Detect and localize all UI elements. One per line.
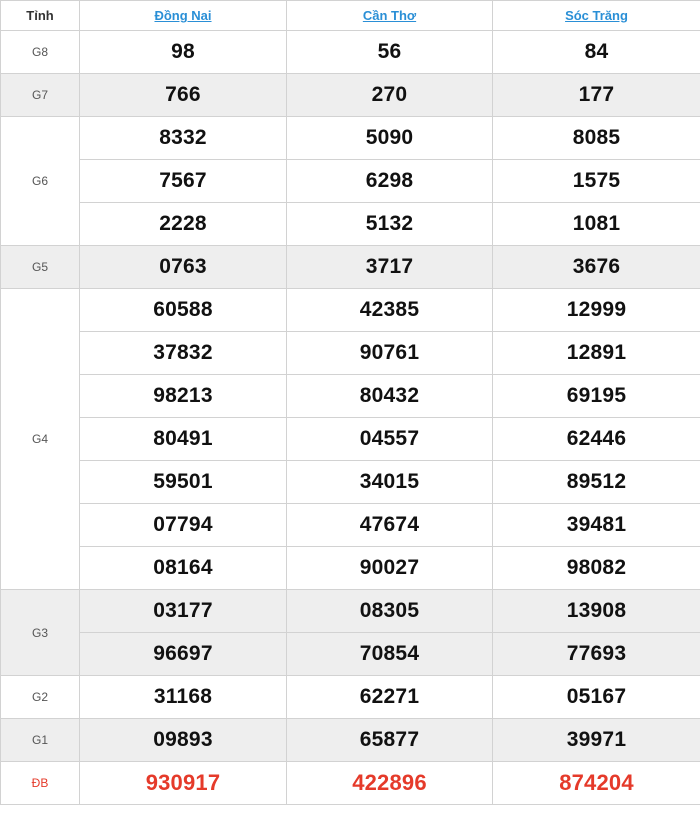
prize-number: 98	[80, 31, 287, 74]
prize-number: 766	[80, 74, 287, 117]
prize-number: 12999	[493, 289, 700, 332]
prize-number: 77693	[493, 633, 700, 676]
prize-number: 84	[493, 31, 700, 74]
prize-row	[1, 332, 700, 375]
prize-number: 70854	[287, 633, 493, 676]
prize-row	[1, 633, 700, 676]
prize-number: 80491	[80, 418, 287, 461]
province-link-dong-nai[interactable]: Đồng Nai	[154, 8, 212, 23]
prize-row	[1, 590, 700, 633]
prize-number: 09893	[80, 719, 287, 762]
prize-number: 42385	[287, 289, 493, 332]
prize-label: G8	[1, 31, 80, 74]
prize-label: G6	[1, 117, 80, 246]
prize-number: 8332	[80, 117, 287, 160]
prize-number: 13908	[493, 590, 700, 633]
prize-number: 89512	[493, 461, 700, 504]
prize-number: 3676	[493, 246, 700, 289]
prize-number: 98213	[80, 375, 287, 418]
prize-number: 270	[287, 74, 493, 117]
prize-number: 2228	[80, 203, 287, 246]
prize-number: 08305	[287, 590, 493, 633]
prize-number: 80432	[287, 375, 493, 418]
prize-number: 96697	[80, 633, 287, 676]
prize-label: ĐB	[1, 762, 80, 805]
prize-number: 03177	[80, 590, 287, 633]
prize-number: 39971	[493, 719, 700, 762]
prize-label: G2	[1, 676, 80, 719]
prize-number: 5090	[287, 117, 493, 160]
prize-number: 0763	[80, 246, 287, 289]
prize-number: 56	[287, 31, 493, 74]
prize-row	[1, 203, 700, 246]
prize-number: 69195	[493, 375, 700, 418]
prize-number: 8085	[493, 117, 700, 160]
prize-number: 08164	[80, 547, 287, 590]
prize-label: G3	[1, 590, 80, 676]
prize-number: 59501	[80, 461, 287, 504]
province-header	[287, 1, 493, 31]
prize-number: 6298	[287, 160, 493, 203]
prize-row	[1, 289, 700, 332]
prize-row	[1, 74, 700, 117]
prize-number: 1575	[493, 160, 700, 203]
prize-row	[1, 117, 700, 160]
prize-label: G7	[1, 74, 80, 117]
prize-row	[1, 762, 700, 805]
prize-number: 3717	[287, 246, 493, 289]
prize-row	[1, 719, 700, 762]
prize-label: G1	[1, 719, 80, 762]
prize-number: 12891	[493, 332, 700, 375]
province-header	[80, 1, 287, 31]
prize-number: 37832	[80, 332, 287, 375]
results-body	[1, 31, 700, 805]
province-link-can-tho[interactable]: Cần Thơ	[362, 8, 417, 23]
prize-number: 5132	[287, 203, 493, 246]
prize-number: 34015	[287, 461, 493, 504]
prize-number: 90027	[287, 547, 493, 590]
prize-number: 07794	[80, 504, 287, 547]
prize-number: 7567	[80, 160, 287, 203]
prize-row	[1, 547, 700, 590]
prize-row	[1, 418, 700, 461]
prize-row	[1, 246, 700, 289]
table-header	[1, 1, 700, 31]
prize-number: 62271	[287, 676, 493, 719]
prize-number: 04557	[287, 418, 493, 461]
prize-number: 31168	[80, 676, 287, 719]
province-link-soc-trang[interactable]: Sóc Trăng	[565, 8, 628, 23]
prize-label: G5	[1, 246, 80, 289]
prize-label: G4	[1, 289, 80, 590]
prize-row	[1, 160, 700, 203]
prize-number: 47674	[287, 504, 493, 547]
province-column-label: Tỉnh	[1, 1, 80, 31]
special-prize-number: 930917	[80, 762, 287, 805]
header-row	[1, 1, 700, 31]
prize-row	[1, 31, 700, 74]
special-prize-number: 874204	[493, 762, 700, 805]
prize-number: 90761	[287, 332, 493, 375]
special-prize-number: 422896	[287, 762, 493, 805]
prize-number: 60588	[80, 289, 287, 332]
prize-row	[1, 676, 700, 719]
prize-number: 98082	[493, 547, 700, 590]
province-header	[493, 1, 700, 31]
prize-row	[1, 375, 700, 418]
prize-row	[1, 504, 700, 547]
prize-number: 62446	[493, 418, 700, 461]
prize-number: 39481	[493, 504, 700, 547]
prize-number: 1081	[493, 203, 700, 246]
prize-number: 65877	[287, 719, 493, 762]
prize-number: 177	[493, 74, 700, 117]
prize-number: 05167	[493, 676, 700, 719]
prize-row	[1, 461, 700, 504]
